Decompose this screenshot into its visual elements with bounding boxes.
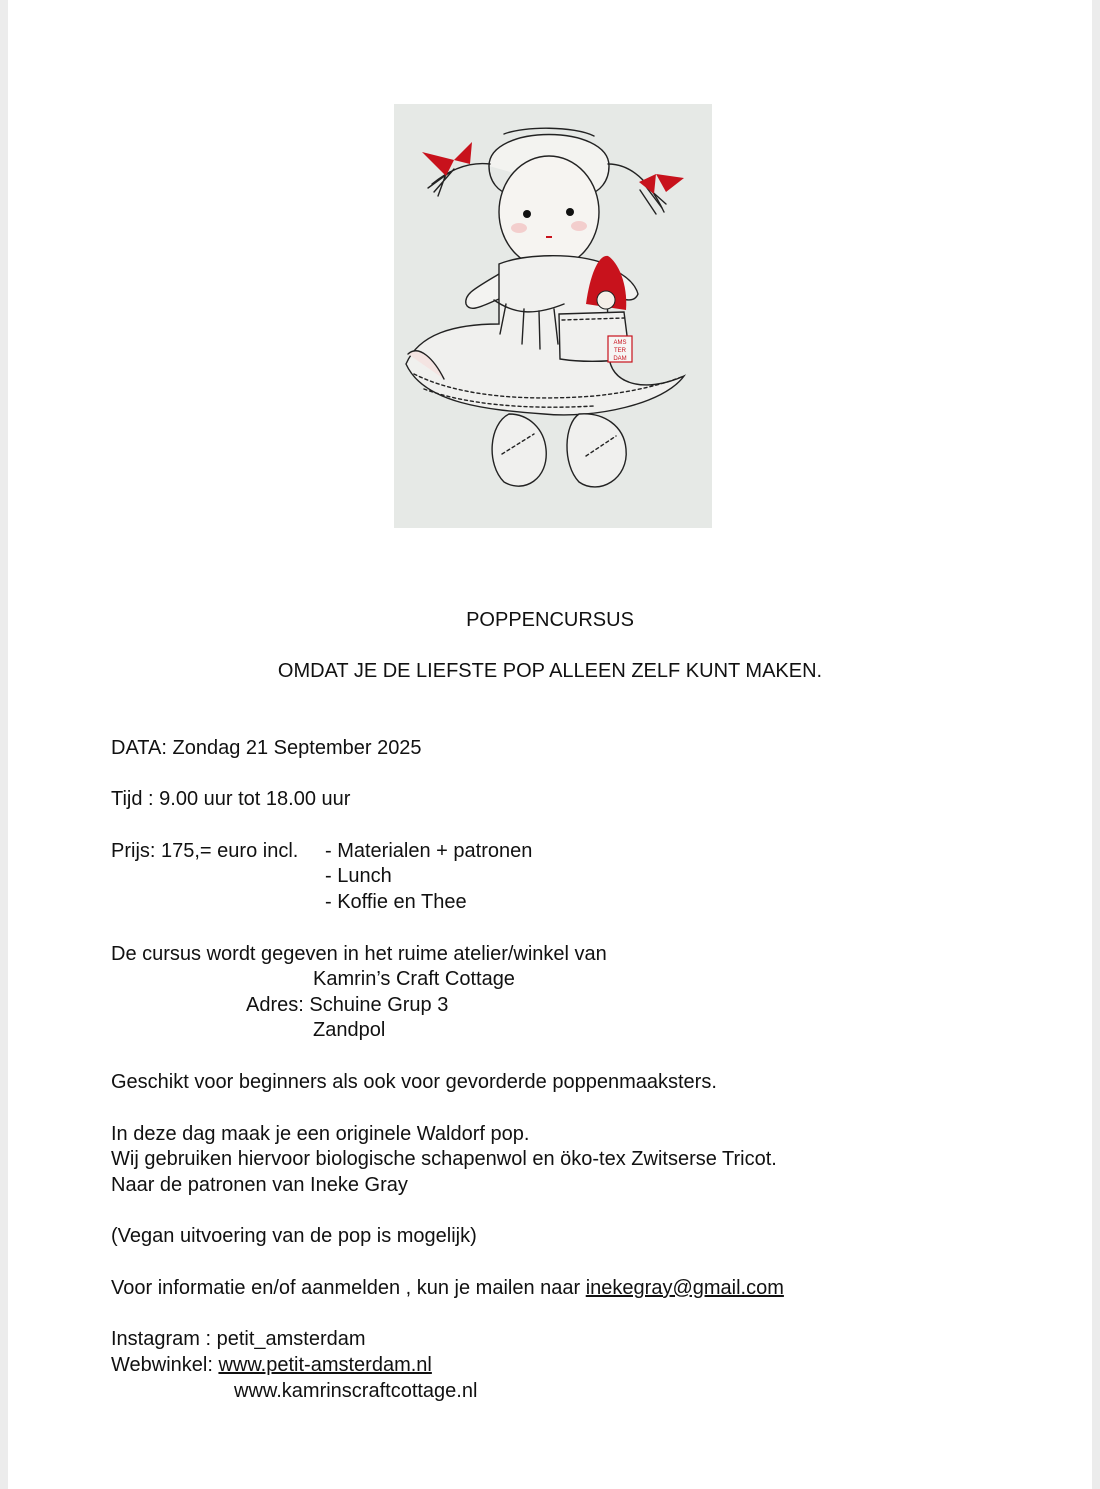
date-line: DATA: Zondag 21 September 2025 [111,737,422,759]
email-link[interactable]: inekegray@gmail.com [585,1277,784,1299]
price-item: - Lunch [325,865,392,887]
description-line: In deze dag maak je een originele Waldorf pop. [111,1123,530,1145]
location-intro: De cursus wordt gegeven in het ruime atelier/winkel van [111,943,607,965]
location-city: Zandpol [313,1019,386,1041]
pocket-stamp-line: TER [614,348,626,354]
price-label: Prijs: 175,= euro incl. [111,840,299,862]
document-page [8,0,1092,1489]
instagram-line: Instagram : petit_amsterdam [111,1328,366,1350]
vegan-note: (Vegan uitvoering van de pop is mogelijk) [111,1225,477,1247]
description-line: Naar de patronen van Ineke Gray [111,1174,408,1196]
pocket-stamp-line: AMS [613,340,627,346]
pocket-stamp-line: DAM [613,356,627,362]
page-title: POPPENCURSUS [466,609,634,631]
price-item: - Koffie en Thee [325,891,467,913]
contact-text: Voor informatie en/of aanmelden , kun je mailen naar [111,1277,586,1299]
page-subtitle: OMDAT JE DE LIEFSTE POP ALLEEN ZELF KUNT MAKEN. [277,660,823,682]
webshop-link-petit-amsterdam[interactable]: www.petit-amsterdam.nl [218,1354,432,1376]
time-line: Tijd : 9.00 uur tot 18.00 uur [111,788,351,810]
webshop-label: Webwinkel: [111,1354,219,1376]
description-line: Wij gebruiken hiervoor biologische schapenwol en öko-tex Zwitserse Tricot. [111,1148,777,1170]
location-name: Kamrin’s Craft Cottage [313,968,515,990]
price-item: - Materialen + patronen [325,840,533,862]
location-address: Adres: Schuine Grup 3 [246,994,449,1016]
doll-illustration [394,104,712,528]
webshop-link-kamrins: www.kamrinscraftcottage.nl [234,1380,478,1402]
contact-line [111,1276,784,1302]
suitable-text: Geschikt voor beginners als ook voor gevorderde poppenmaaksters. [111,1071,717,1093]
doll-drawing [394,104,712,528]
webshop-line [111,1353,432,1379]
